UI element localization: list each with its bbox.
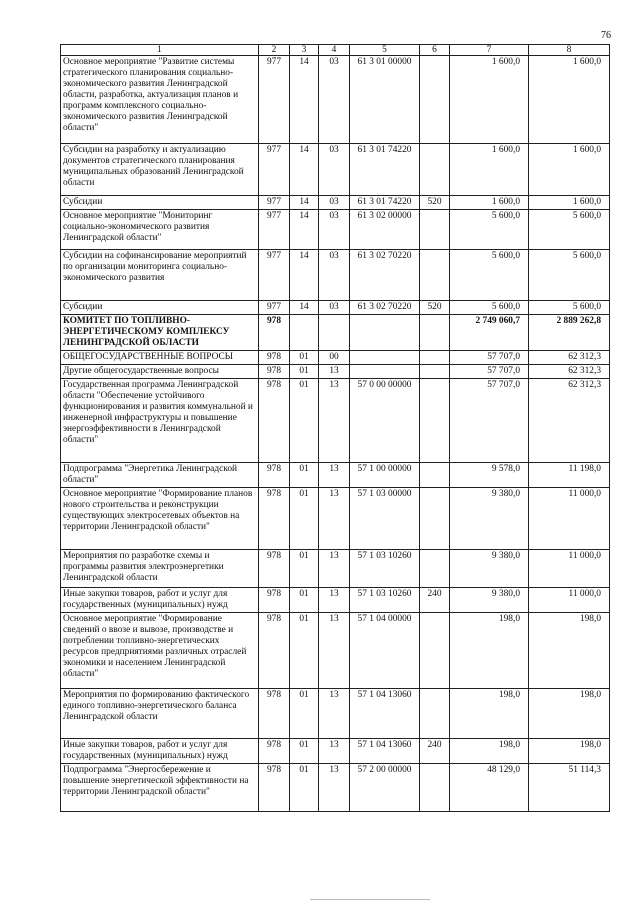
row-ministry-code: 977 bbox=[259, 196, 290, 210]
table-row bbox=[61, 351, 610, 365]
row-description: Иные закупки товаров, работ и услуг для государственных (муниципальных) нужд bbox=[61, 588, 259, 613]
row-amount-year2: 1 600,0 bbox=[529, 144, 610, 196]
row-target-article: 61 3 02 70220 bbox=[350, 301, 420, 315]
budget-table bbox=[60, 44, 610, 812]
row-description: Иные закупки товаров, работ и услуг для государственных (муниципальных) нужд bbox=[61, 739, 259, 764]
row-expense-type bbox=[420, 689, 450, 739]
table-row bbox=[61, 250, 610, 301]
row-expense-type bbox=[420, 365, 450, 379]
page-number: 76 bbox=[601, 30, 611, 41]
row-amount-year1: 198,0 bbox=[450, 739, 529, 764]
row-subsection-code: 03 bbox=[319, 210, 350, 250]
row-description: Подпрограмма "Энергетика Ленинградской области" bbox=[61, 463, 259, 488]
row-target-article: 57 1 03 10260 bbox=[350, 588, 420, 613]
row-ministry-code: 978 bbox=[259, 315, 290, 351]
row-description: Подпрограмма "Энергосбережение и повышение энергетической эффективности на территории Ленинградской области" bbox=[61, 764, 259, 812]
row-section-code: 01 bbox=[290, 550, 319, 588]
row-ministry-code: 978 bbox=[259, 550, 290, 588]
row-section-code: 01 bbox=[290, 764, 319, 812]
row-expense-type: 240 bbox=[420, 739, 450, 764]
row-description: Субсидии bbox=[61, 196, 259, 210]
row-section-code: 14 bbox=[290, 250, 319, 301]
row-target-article bbox=[350, 351, 420, 365]
row-ministry-code: 977 bbox=[259, 250, 290, 301]
row-amount-year1: 57 707,0 bbox=[450, 351, 529, 365]
row-section-code: 14 bbox=[290, 301, 319, 315]
table-row bbox=[61, 210, 610, 250]
row-section-code: 01 bbox=[290, 351, 319, 365]
row-description: Субсидии на софинансирование мероприятий по организации мониторинга социально-экономического развития bbox=[61, 250, 259, 301]
row-ministry-code: 978 bbox=[259, 488, 290, 550]
row-expense-type: 520 bbox=[420, 301, 450, 315]
table-row bbox=[61, 379, 610, 463]
row-target-article: 61 3 01 74220 bbox=[350, 196, 420, 210]
row-target-article: 57 1 03 10260 bbox=[350, 550, 420, 588]
row-amount-year2: 11 000,0 bbox=[529, 550, 610, 588]
row-expense-type bbox=[420, 250, 450, 301]
row-target-article: 57 2 00 00000 bbox=[350, 764, 420, 812]
table-row bbox=[61, 196, 610, 210]
row-section-code: 01 bbox=[290, 613, 319, 689]
row-amount-year1: 9 380,0 bbox=[450, 588, 529, 613]
row-subsection-code: 03 bbox=[319, 144, 350, 196]
row-target-article: 61 3 02 70220 bbox=[350, 250, 420, 301]
row-section-code: 01 bbox=[290, 588, 319, 613]
row-amount-year1: 2 749 060,7 bbox=[450, 315, 529, 351]
table-row bbox=[61, 488, 610, 550]
row-subsection-code: 13 bbox=[319, 613, 350, 689]
row-target-article: 61 3 01 74220 bbox=[350, 144, 420, 196]
row-description: Другие общегосударственные вопросы bbox=[61, 365, 259, 379]
row-subsection-code: 13 bbox=[319, 365, 350, 379]
row-amount-year1: 57 707,0 bbox=[450, 365, 529, 379]
table-row bbox=[61, 689, 610, 739]
row-amount-year2: 11 000,0 bbox=[529, 488, 610, 550]
table-row bbox=[61, 764, 610, 812]
table-row bbox=[61, 301, 610, 315]
row-subsection-code bbox=[319, 315, 350, 351]
row-description: Мероприятия по разработке схемы и программы развития электроэнергетики Ленинградской области bbox=[61, 550, 259, 588]
table-row bbox=[61, 315, 610, 351]
row-subsection-code: 03 bbox=[319, 301, 350, 315]
row-expense-type bbox=[420, 550, 450, 588]
row-target-article: 57 1 04 13060 bbox=[350, 739, 420, 764]
table-row bbox=[61, 613, 610, 689]
row-expense-type bbox=[420, 613, 450, 689]
row-amount-year2: 5 600,0 bbox=[529, 301, 610, 315]
row-section-code: 01 bbox=[290, 739, 319, 764]
table-row bbox=[61, 144, 610, 196]
row-expense-type bbox=[420, 764, 450, 812]
row-expense-type bbox=[420, 315, 450, 351]
row-subsection-code: 03 bbox=[319, 56, 350, 144]
row-section-code: 01 bbox=[290, 463, 319, 488]
row-expense-type bbox=[420, 463, 450, 488]
row-amount-year1: 9 380,0 bbox=[450, 550, 529, 588]
row-subsection-code: 13 bbox=[319, 764, 350, 812]
row-section-code: 01 bbox=[290, 365, 319, 379]
row-ministry-code: 977 bbox=[259, 144, 290, 196]
row-subsection-code: 13 bbox=[319, 463, 350, 488]
row-subsection-code: 13 bbox=[319, 488, 350, 550]
row-target-article bbox=[350, 365, 420, 379]
row-expense-type bbox=[420, 488, 450, 550]
row-target-article bbox=[350, 315, 420, 351]
row-amount-year1: 1 600,0 bbox=[450, 196, 529, 210]
row-target-article: 57 1 04 13060 bbox=[350, 689, 420, 739]
column-number-header bbox=[61, 45, 610, 56]
row-amount-year2: 62 312,3 bbox=[529, 365, 610, 379]
row-target-article: 61 3 02 00000 bbox=[350, 210, 420, 250]
row-section-code: 14 bbox=[290, 196, 319, 210]
row-description: Государственная программа Ленинградской области "Обеспечение устойчивого функционирования и развития коммунальной и инженерной инфраструктуры и повышение энергоэффективности в Ленинградской области" bbox=[61, 379, 259, 463]
row-expense-type bbox=[420, 351, 450, 365]
row-description: Основное мероприятие "Развитие системы стратегического планирования социально-экономического развития Ленинградской области, разработка, актуализация планов и программ комплексного социально-экономического развития Ленинградской области" bbox=[61, 56, 259, 144]
row-amount-year1: 5 600,0 bbox=[450, 250, 529, 301]
row-description: ОБЩЕГОСУДАРСТВЕННЫЕ ВОПРОСЫ bbox=[61, 351, 259, 365]
row-subsection-code: 13 bbox=[319, 550, 350, 588]
row-amount-year2: 198,0 bbox=[529, 739, 610, 764]
row-subsection-code: 13 bbox=[319, 588, 350, 613]
row-amount-year1: 57 707,0 bbox=[450, 379, 529, 463]
row-amount-year1: 1 600,0 bbox=[450, 56, 529, 144]
header-cell: 6 bbox=[420, 45, 450, 56]
row-amount-year1: 1 600,0 bbox=[450, 144, 529, 196]
header-cell: 1 bbox=[61, 45, 259, 56]
row-ministry-code: 978 bbox=[259, 379, 290, 463]
row-expense-type bbox=[420, 144, 450, 196]
row-amount-year2: 62 312,3 bbox=[529, 351, 610, 365]
row-description: Основное мероприятие "Формирование планов нового строительства и реконструкции существующих электросетевых объектов на территории Ленинградской области" bbox=[61, 488, 259, 550]
row-amount-year1: 5 600,0 bbox=[450, 301, 529, 315]
row-description: КОМИТЕТ ПО ТОПЛИВНО-ЭНЕРГЕТИЧЕСКОМУ КОМПЛЕКСУ ЛЕНИНГРАДСКОЙ ОБЛАСТИ bbox=[61, 315, 259, 351]
row-subsection-code: 00 bbox=[319, 351, 350, 365]
row-ministry-code: 978 bbox=[259, 764, 290, 812]
row-amount-year1: 48 129,0 bbox=[450, 764, 529, 812]
row-subsection-code: 13 bbox=[319, 739, 350, 764]
row-amount-year1: 9 578,0 bbox=[450, 463, 529, 488]
row-description: Мероприятия по формированию фактического единого топливно-энергетического баланса Ленинградской области bbox=[61, 689, 259, 739]
row-subsection-code: 13 bbox=[319, 379, 350, 463]
row-ministry-code: 978 bbox=[259, 351, 290, 365]
header-cell: 8 bbox=[529, 45, 610, 56]
row-amount-year2: 5 600,0 bbox=[529, 210, 610, 250]
row-ministry-code: 977 bbox=[259, 301, 290, 315]
header-cell: 2 bbox=[259, 45, 290, 56]
row-subsection-code: 03 bbox=[319, 250, 350, 301]
row-amount-year2: 11 198,0 bbox=[529, 463, 610, 488]
row-expense-type: 520 bbox=[420, 196, 450, 210]
row-amount-year2: 62 312,3 bbox=[529, 379, 610, 463]
row-amount-year2: 51 114,3 bbox=[529, 764, 610, 812]
table-row bbox=[61, 588, 610, 613]
row-amount-year1: 198,0 bbox=[450, 613, 529, 689]
row-section-code: 01 bbox=[290, 488, 319, 550]
row-subsection-code: 13 bbox=[319, 689, 350, 739]
row-ministry-code: 977 bbox=[259, 210, 290, 250]
row-ministry-code: 978 bbox=[259, 613, 290, 689]
table-row bbox=[61, 463, 610, 488]
header-cell: 7 bbox=[450, 45, 529, 56]
row-amount-year1: 9 380,0 bbox=[450, 488, 529, 550]
row-section-code: 01 bbox=[290, 379, 319, 463]
row-amount-year2: 198,0 bbox=[529, 689, 610, 739]
row-expense-type bbox=[420, 210, 450, 250]
row-amount-year1: 198,0 bbox=[450, 689, 529, 739]
row-description: Субсидии на разработку и актуализацию документов стратегического планирования муниципальных образований Ленинградской области bbox=[61, 144, 259, 196]
table-row bbox=[61, 739, 610, 764]
row-section-code: 01 bbox=[290, 689, 319, 739]
row-section-code bbox=[290, 315, 319, 351]
row-target-article: 57 1 04 00000 bbox=[350, 613, 420, 689]
row-amount-year2: 5 600,0 bbox=[529, 250, 610, 301]
row-expense-type: 240 bbox=[420, 588, 450, 613]
row-amount-year1: 5 600,0 bbox=[450, 210, 529, 250]
row-section-code: 14 bbox=[290, 210, 319, 250]
row-section-code: 14 bbox=[290, 144, 319, 196]
row-description: Основное мероприятие "Мониторинг социально-экономического развития Ленинградской области" bbox=[61, 210, 259, 250]
row-ministry-code: 978 bbox=[259, 463, 290, 488]
row-target-article: 57 1 00 00000 bbox=[350, 463, 420, 488]
row-description: Субсидии bbox=[61, 301, 259, 315]
row-ministry-code: 978 bbox=[259, 689, 290, 739]
row-ministry-code: 978 bbox=[259, 365, 290, 379]
row-description: Основное мероприятие "Формирование сведений о ввозе и вывозе, производстве и потреблении топливно-энергетических ресурсов предприятиями различных отраслей экономики и населением Ленинградской области" bbox=[61, 613, 259, 689]
row-ministry-code: 977 bbox=[259, 56, 290, 144]
row-expense-type bbox=[420, 56, 450, 144]
row-section-code: 14 bbox=[290, 56, 319, 144]
row-amount-year2: 2 889 262,8 bbox=[529, 315, 610, 351]
row-target-article: 57 1 03 00000 bbox=[350, 488, 420, 550]
row-amount-year2: 1 600,0 bbox=[529, 196, 610, 210]
row-amount-year2: 1 600,0 bbox=[529, 56, 610, 144]
row-expense-type bbox=[420, 379, 450, 463]
row-target-article: 61 3 01 00000 bbox=[350, 56, 420, 144]
header-cell: 4 bbox=[319, 45, 350, 56]
table-row bbox=[61, 56, 610, 144]
header-cell: 3 bbox=[290, 45, 319, 56]
header-cell: 5 bbox=[350, 45, 420, 56]
row-ministry-code: 978 bbox=[259, 739, 290, 764]
row-amount-year2: 198,0 bbox=[529, 613, 610, 689]
table-row bbox=[61, 550, 610, 588]
row-amount-year2: 11 000,0 bbox=[529, 588, 610, 613]
row-target-article: 57 0 00 00000 bbox=[350, 379, 420, 463]
row-subsection-code: 03 bbox=[319, 196, 350, 210]
row-ministry-code: 978 bbox=[259, 588, 290, 613]
table-row bbox=[61, 365, 610, 379]
scan-artifact-line bbox=[310, 899, 430, 900]
